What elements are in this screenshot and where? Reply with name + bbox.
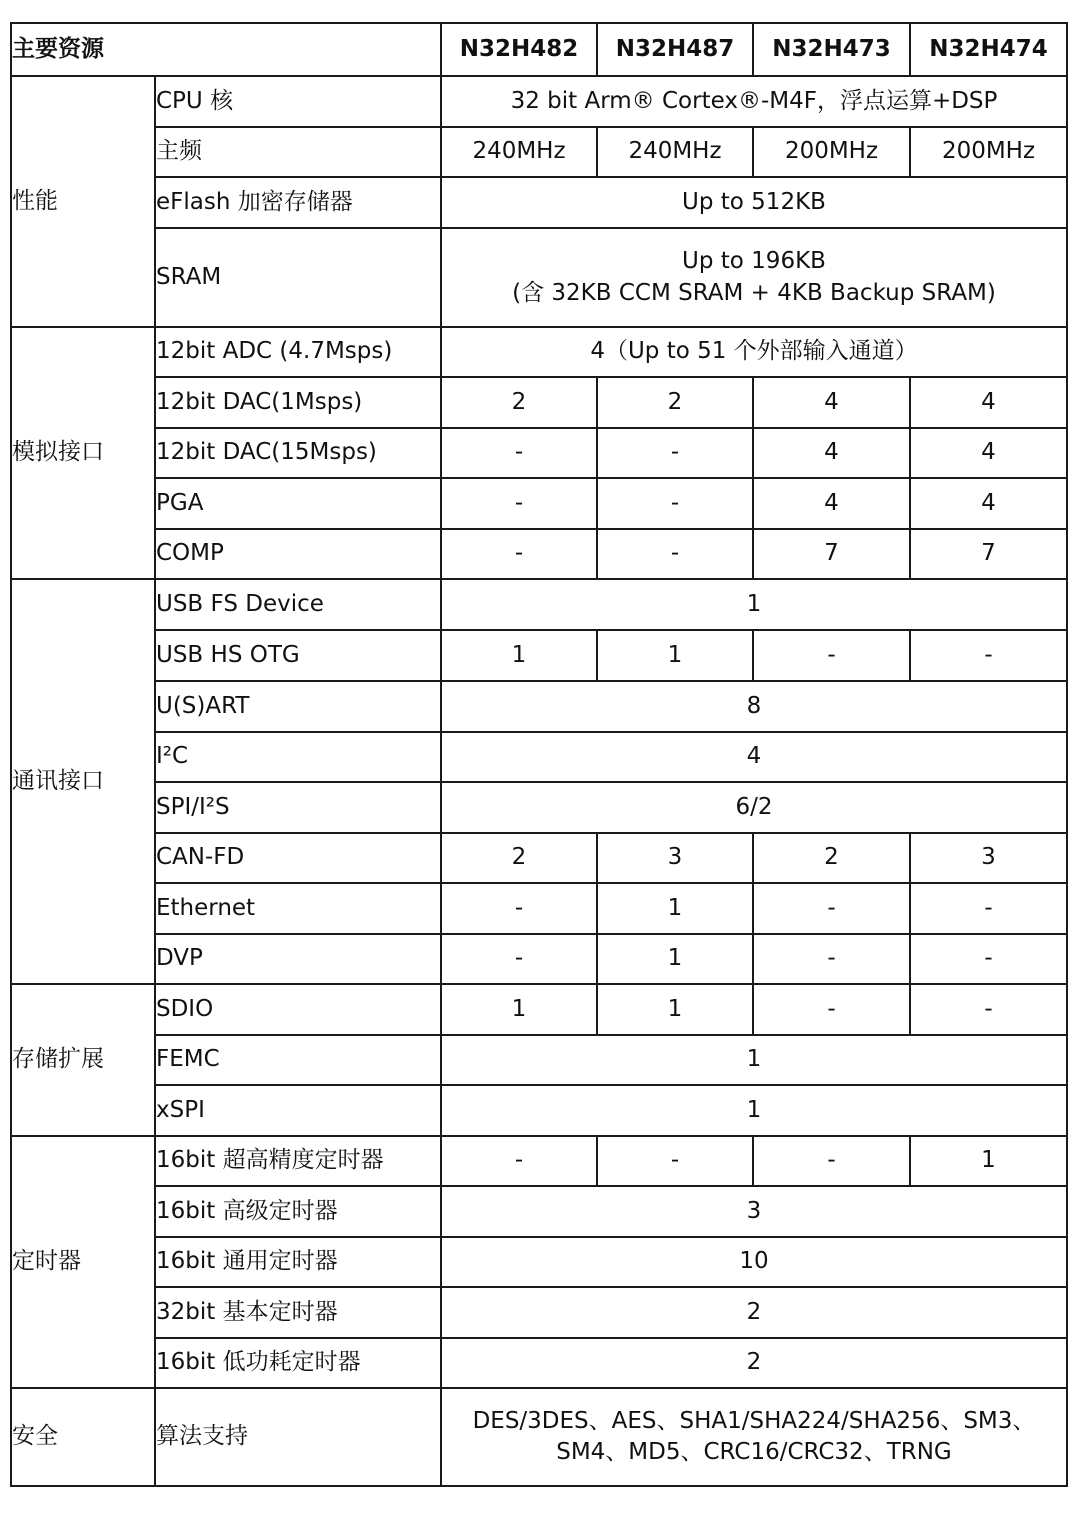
value-femc: 1 — [441, 1035, 1067, 1085]
table-row — [11, 579, 1067, 630]
value-comp-n32h482: - — [441, 529, 597, 579]
value-sram-line2: (含 32KB CCM SRAM + 4KB Backup SRAM) — [512, 279, 996, 306]
value-dvp-n32h487: 1 — [597, 934, 753, 984]
table-row — [11, 1338, 1067, 1388]
value-lowpower-timer: 2 — [441, 1338, 1067, 1388]
value-sram-line1: Up to 196KB — [682, 248, 826, 275]
value-comp-n32h487: - — [597, 529, 753, 579]
feature-i2c: I²C — [155, 732, 441, 782]
table-row — [11, 478, 1067, 529]
table-row — [11, 883, 1067, 934]
value-dac15-n32h474: 4 — [910, 428, 1067, 478]
value-cpu: 32 bit Arm® Cortex®-M4F，浮点运算+DSP — [441, 76, 1067, 127]
table-row — [11, 1186, 1067, 1237]
spec-table — [10, 22, 1068, 1487]
table-row — [11, 1287, 1067, 1338]
value-xspi: 1 — [441, 1085, 1067, 1136]
table-row — [11, 732, 1067, 782]
table-row — [11, 833, 1067, 883]
category-performance: 性能 — [11, 76, 155, 327]
table-row — [11, 76, 1067, 127]
table-row — [11, 228, 1067, 327]
table-row — [11, 1085, 1067, 1136]
value-pga-n32h482: - — [441, 478, 597, 529]
value-spi: 6/2 — [441, 782, 1067, 833]
feature-sram: SRAM — [155, 228, 441, 327]
feature-cpu: CPU 核 — [155, 76, 441, 127]
feature-dvp: DVP — [155, 934, 441, 984]
value-comp-n32h473: 7 — [753, 529, 910, 579]
value-canfd-n32h474: 3 — [910, 833, 1067, 883]
value-sdio-n32h474: - — [910, 984, 1067, 1035]
value-freq-n32h474: 200MHz — [910, 127, 1067, 177]
value-dvp-n32h474: - — [910, 934, 1067, 984]
value-sdio-n32h473: - — [753, 984, 910, 1035]
model-n32h482: N32H482 — [441, 23, 597, 76]
table-row — [11, 681, 1067, 732]
value-advanced-timer: 3 — [441, 1186, 1067, 1237]
model-n32h474: N32H474 — [910, 23, 1067, 76]
feature-usbfs: USB FS Device — [155, 579, 441, 630]
feature-comp: COMP — [155, 529, 441, 579]
model-n32h473: N32H473 — [753, 23, 910, 76]
value-comp-n32h474: 7 — [910, 529, 1067, 579]
value-freq-n32h482: 240MHz — [441, 127, 597, 177]
feature-sdio: SDIO — [155, 984, 441, 1035]
table-row — [11, 177, 1067, 228]
value-hrtim-n32h487: - — [597, 1136, 753, 1186]
value-hrtim-n32h482: - — [441, 1136, 597, 1186]
table-row — [11, 984, 1067, 1035]
value-dac15-n32h487: - — [597, 428, 753, 478]
table-row — [11, 428, 1067, 478]
value-dac1-n32h487: 2 — [597, 377, 753, 428]
feature-eflash: eFlash 加密存储器 — [155, 177, 441, 228]
feature-canfd: CAN-FD — [155, 833, 441, 883]
feature-freq: 主频 — [155, 127, 441, 177]
value-dvp-n32h482: - — [441, 934, 597, 984]
table-row — [11, 1035, 1067, 1085]
value-adc: 4（Up to 51 个外部输入通道） — [441, 327, 1067, 377]
feature-adc: 12bit ADC (4.7Msps) — [155, 327, 441, 377]
feature-advanced-timer: 16bit 高级定时器 — [155, 1186, 441, 1237]
value-dac1-n32h482: 2 — [441, 377, 597, 428]
model-n32h487: N32H487 — [597, 23, 753, 76]
category-analog: 模拟接口 — [11, 327, 155, 579]
value-usart: 8 — [441, 681, 1067, 732]
value-sdio-n32h487: 1 — [597, 984, 753, 1035]
feature-spi: SPI/I²S — [155, 782, 441, 833]
value-dvp-n32h473: - — [753, 934, 910, 984]
value-dac1-n32h473: 4 — [753, 377, 910, 428]
category-timers: 定时器 — [11, 1136, 155, 1388]
value-usbhs-n32h473: - — [753, 630, 910, 681]
feature-xspi: xSPI — [155, 1085, 441, 1136]
value-ethernet-n32h473: - — [753, 883, 910, 934]
value-usbhs-n32h487: 1 — [597, 630, 753, 681]
feature-hrtim: 16bit 超高精度定时器 — [155, 1136, 441, 1186]
feature-femc: FEMC — [155, 1035, 441, 1085]
feature-algo: 算法支持 — [155, 1388, 441, 1486]
value-algo — [441, 1388, 1067, 1486]
value-i2c: 4 — [441, 732, 1067, 782]
feature-dac1: 12bit DAC(1Msps) — [155, 377, 441, 428]
value-algo-line2: SM4、MD5、CRC16/CRC32、TRNG — [556, 1439, 952, 1465]
value-canfd-n32h473: 2 — [753, 833, 910, 883]
feature-lowpower-timer: 16bit 低功耗定时器 — [155, 1338, 441, 1388]
category-comm: 通讯接口 — [11, 579, 155, 984]
table-row — [11, 377, 1067, 428]
value-usbhs-n32h474: - — [910, 630, 1067, 681]
value-ethernet-n32h482: - — [441, 883, 597, 934]
value-hrtim-n32h474: 1 — [910, 1136, 1067, 1186]
value-eflash: Up to 512KB — [441, 177, 1067, 228]
feature-usart: U(S)ART — [155, 681, 441, 732]
value-dac15-n32h482: - — [441, 428, 597, 478]
feature-ethernet: Ethernet — [155, 883, 441, 934]
value-usbhs-n32h482: 1 — [441, 630, 597, 681]
value-ethernet-n32h487: 1 — [597, 883, 753, 934]
table-row — [11, 1237, 1067, 1287]
value-dac1-n32h474: 4 — [910, 377, 1067, 428]
value-usbfs: 1 — [441, 579, 1067, 630]
value-ethernet-n32h474: - — [910, 883, 1067, 934]
category-storage: 存储扩展 — [11, 984, 155, 1136]
feature-general-timer: 16bit 通用定时器 — [155, 1237, 441, 1287]
value-sram — [441, 228, 1067, 327]
feature-pga: PGA — [155, 478, 441, 529]
table-row — [11, 1388, 1067, 1486]
header-row — [11, 23, 1067, 76]
value-freq-n32h473: 200MHz — [753, 127, 910, 177]
category-security: 安全 — [11, 1388, 155, 1486]
table-row — [11, 782, 1067, 833]
value-pga-n32h473: 4 — [753, 478, 910, 529]
feature-basic-timer: 32bit 基本定时器 — [155, 1287, 441, 1338]
value-algo-line1: DES/3DES、AES、SHA1/SHA224/SHA256、SM3、 — [472, 1407, 1036, 1434]
value-hrtim-n32h473: - — [753, 1136, 910, 1186]
feature-usbhs: USB HS OTG — [155, 630, 441, 681]
value-pga-n32h487: - — [597, 478, 753, 529]
value-basic-timer: 2 — [441, 1287, 1067, 1338]
table-title: 主要资源 — [11, 23, 441, 76]
value-sdio-n32h482: 1 — [441, 984, 597, 1035]
feature-dac15: 12bit DAC(15Msps) — [155, 428, 441, 478]
value-canfd-n32h482: 2 — [441, 833, 597, 883]
table-row — [11, 127, 1067, 177]
table-row — [11, 934, 1067, 984]
table-row — [11, 529, 1067, 579]
value-general-timer: 10 — [441, 1237, 1067, 1287]
value-pga-n32h474: 4 — [910, 478, 1067, 529]
value-canfd-n32h487: 3 — [597, 833, 753, 883]
table-row — [11, 327, 1067, 377]
value-freq-n32h487: 240MHz — [597, 127, 753, 177]
table-row — [11, 1136, 1067, 1186]
table-row — [11, 630, 1067, 681]
value-dac15-n32h473: 4 — [753, 428, 910, 478]
